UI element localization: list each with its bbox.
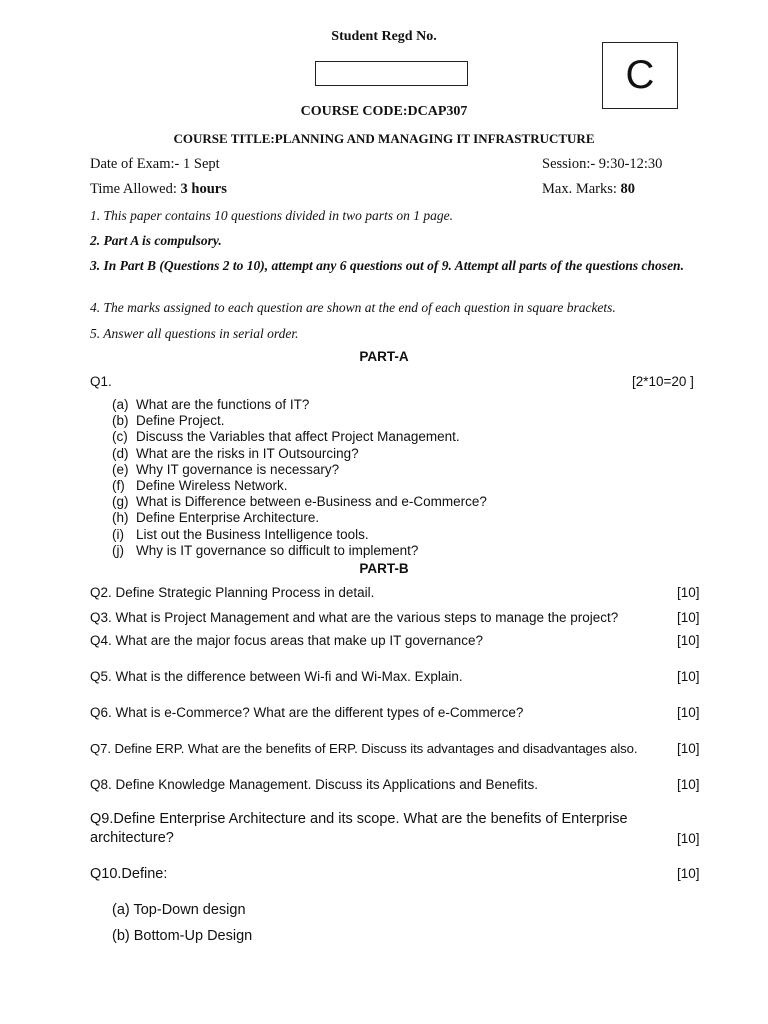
q7-marks: [10]	[677, 741, 700, 756]
q1-item	[112, 429, 487, 445]
q4-text: Q4. What are the major focus areas that make up IT governance?	[90, 633, 483, 648]
instruction-1: 1. This paper contains 10 questions divided in two parts on 1 page.	[90, 208, 453, 223]
q1-item	[112, 494, 487, 510]
q6-marks: [10]	[677, 705, 700, 720]
q5-marks: [10]	[677, 669, 700, 684]
regd-number-box	[315, 61, 468, 86]
q1-item-text: What are the functions of IT?	[136, 397, 310, 412]
q1-item	[112, 543, 487, 559]
instruction-4: 4. The marks assigned to each question are shown at the end of each question in square brackets.	[90, 300, 616, 315]
q1-item-text: What are the risks in IT Outsourcing?	[136, 445, 359, 461]
q9-marks: [10]	[677, 831, 700, 846]
q1-item-text: Define Enterprise Architecture.	[136, 510, 320, 526]
q10-marks: [10]	[677, 866, 700, 881]
q3-marks: [10]	[677, 610, 700, 625]
set-letter-box: C	[602, 42, 678, 109]
session-time: Session:- 9:30-12:30	[542, 156, 663, 172]
max-marks-label: Max. Marks:	[542, 181, 621, 197]
q8-text: Q8. Define Knowledge Management. Discuss its Applications and Benefits.	[90, 777, 538, 792]
q10-part-a: (a) Top-Down design	[112, 902, 246, 918]
q1-item-text: What is Difference between e-Business and e-Commerce?	[136, 494, 487, 510]
q1-item-label: (j)	[112, 542, 124, 558]
student-regd-label: Student Regd No.	[331, 29, 437, 44]
q1-item	[112, 478, 487, 494]
exam-date: Date of Exam:- 1 Sept	[90, 156, 220, 172]
q1-item-label: (e)	[112, 461, 129, 477]
part-b-heading: PART-B	[359, 561, 409, 576]
instruction-5: 5. Answer all questions in serial order.	[90, 326, 299, 341]
q9-text-line1: Q9.Define Enterprise Architecture and its scope. What are the benefits of Enterprise	[90, 811, 628, 827]
q1-item-text: Why IT governance is necessary?	[136, 461, 340, 477]
q1-item-label: (a)	[112, 397, 129, 412]
q1-item-label: (f)	[112, 478, 125, 494]
instruction-3: 3. In Part B (Questions 2 to 10), attempt any 6 questions out of 9. Attempt all parts of the questions chosen.	[90, 258, 684, 273]
q1-item-text: Define Project.	[136, 413, 225, 429]
q1-item	[112, 413, 487, 429]
q4-marks: [10]	[677, 633, 700, 648]
q1-marks: [2*10=20 ]	[632, 374, 694, 389]
q7-text: Q7. Define ERP. What are the benefits of ERP. Discuss its advantages and disadvantages also.	[90, 741, 638, 756]
q1-item-label: (b)	[112, 413, 129, 429]
q1-item	[112, 527, 487, 543]
q1-label: Q1.	[90, 374, 112, 389]
part-a-heading: PART-A	[359, 349, 409, 364]
q1-item-text: List out the Business Intelligence tools.	[136, 526, 369, 542]
q1-item	[112, 462, 487, 478]
q1-item-label: (i)	[112, 526, 124, 542]
q9-text-line2: architecture?	[90, 830, 174, 846]
q1-item	[112, 397, 487, 413]
q5-text: Q5. What is the difference between Wi-fi and Wi-Max. Explain.	[90, 669, 463, 684]
q6-text: Q6. What is e-Commerce? What are the different types of e-Commerce?	[90, 705, 524, 720]
q1-item	[112, 446, 487, 462]
q8-marks: [10]	[677, 777, 700, 792]
q3-text: Q3. What is Project Management and what are the various steps to manage the project?	[90, 610, 619, 625]
time-allowed-label: Time Allowed:	[90, 181, 181, 197]
q1-item	[112, 510, 487, 526]
time-allowed	[90, 181, 227, 198]
q1-item-label: (g)	[112, 494, 129, 510]
max-marks-value: 80	[620, 181, 636, 197]
instruction-2: 2. Part A is compulsory.	[90, 233, 222, 248]
q10-part-b: (b) Bottom-Up Design	[112, 928, 253, 944]
q2-text: Q2. Define Strategic Planning Process in detail.	[90, 585, 375, 600]
course-title: COURSE TITLE:PLANNING AND MANAGING IT INFRASTRUCTURE	[173, 131, 595, 146]
q1-item-label: (d)	[112, 445, 129, 461]
q1-item-text: Define Wireless Network.	[136, 478, 288, 494]
course-code: COURSE CODE:DCAP307	[300, 104, 468, 119]
q2-marks: [10]	[677, 585, 700, 600]
q1-items-list	[112, 397, 487, 559]
q1-item-label: (h)	[112, 510, 129, 526]
q1-item-label: (c)	[112, 429, 128, 445]
q10-text: Q10.Define:	[90, 866, 168, 882]
max-marks	[542, 181, 635, 198]
time-allowed-value: 3 hours	[180, 181, 227, 197]
q1-item-text: Why is IT governance so difficult to implement?	[136, 542, 419, 558]
q1-item-text: Discuss the Variables that affect Project Management.	[136, 429, 460, 445]
